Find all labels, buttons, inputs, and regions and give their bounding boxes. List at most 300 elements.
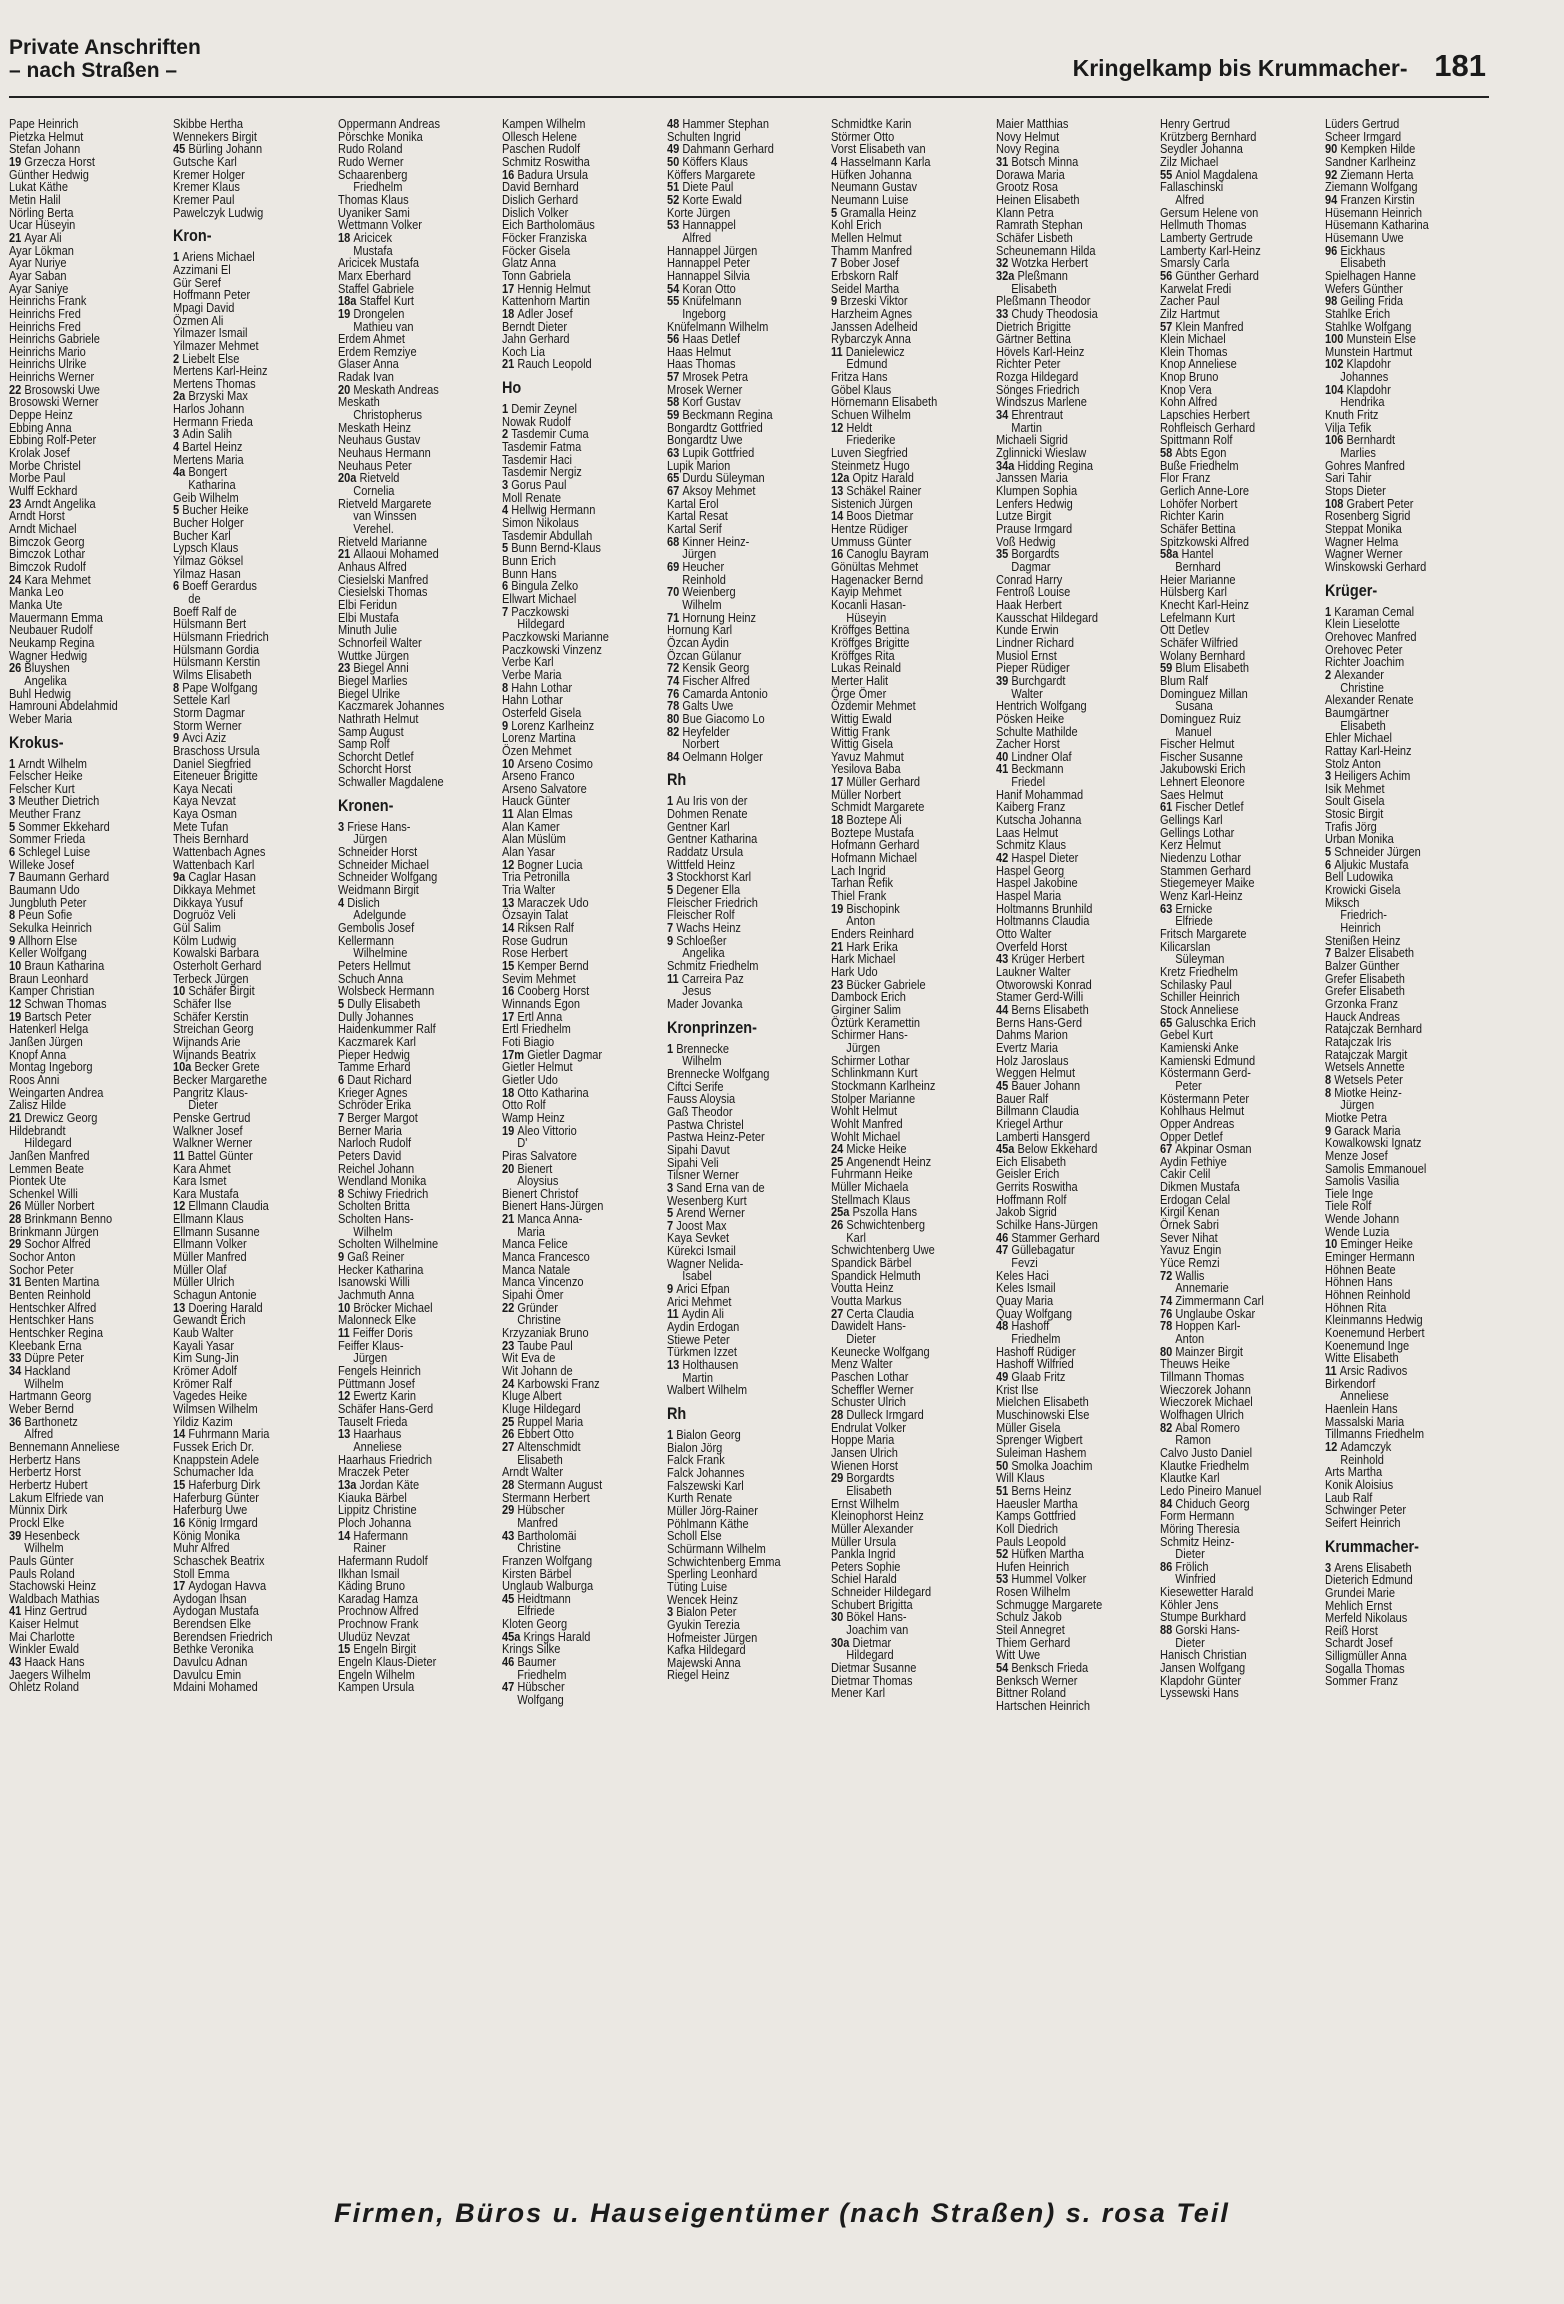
resident-entry: 45 Bauer Johann: [995, 1077, 1080, 1093]
resident-entry: Hörnemann Elisabeth: [831, 394, 938, 410]
resident-entry: 90 Kempken Hilde: [1324, 141, 1415, 157]
resident-entry: Fleischer Friedrich: [666, 894, 758, 910]
resident-entry: Kaya Sevket: [666, 1230, 729, 1246]
resident-entry: Kröffges Bettina: [831, 622, 910, 638]
resident-entry: Isabel: [682, 1268, 712, 1284]
resident-entry: Ratajczak Margit: [1324, 1046, 1407, 1062]
resident-entry: 10 Schäfer Birgit: [173, 983, 256, 999]
resident-entry: 18a Staffel Kurt: [337, 293, 414, 309]
resident-entry: Glatz Anna: [502, 255, 557, 271]
resident-entry: Form Hermann: [1160, 1508, 1235, 1524]
resident-entry: Eminger Hermann: [1324, 1249, 1415, 1265]
resident-entry: Kaya Nevzat: [173, 793, 237, 809]
resident-entry: 2 Tasdemir Cuma: [502, 426, 589, 442]
resident-entry: Vorst Elisabeth van: [831, 141, 926, 157]
resident-entry: Ayar Lökman: [9, 242, 74, 258]
resident-entry: 47 Hübscher: [502, 1679, 565, 1695]
resident-entry: Stellmach Klaus: [831, 1191, 911, 1207]
resident-entry: Wilhelm: [24, 1375, 64, 1391]
resident-entry: Berendsen Elke: [173, 1616, 252, 1632]
resident-entry: Knop Bruno: [1160, 369, 1219, 385]
resident-entry: Gür Seref: [173, 274, 222, 290]
resident-entry: Friederike: [846, 432, 896, 448]
resident-entry: 45 Heidtmann: [502, 1590, 572, 1606]
resident-entry: Soult Gisela: [1324, 793, 1385, 809]
resident-entry: Sevim Mehmet: [502, 970, 577, 986]
resident-entry: Dahms Marion: [995, 1027, 1068, 1043]
resident-entry: Novy Helmut: [995, 128, 1059, 144]
house-number: 9: [666, 932, 676, 948]
resident-entry: Sochor Peter: [9, 1261, 74, 1277]
house-number: 23: [831, 976, 847, 992]
resident-entry: Suleiman Hashem: [995, 1444, 1086, 1460]
resident-entry: Aydogan Ihsan: [173, 1590, 247, 1606]
resident-entry: Schiel Harald: [831, 1571, 897, 1587]
house-number: 3: [1324, 1559, 1334, 1575]
house-number: 1: [502, 401, 512, 417]
house-number: 49: [666, 141, 683, 157]
resident-entry: Heinrichs Frank: [9, 293, 87, 309]
resident-entry: 84 Oelmann Holger: [666, 748, 763, 764]
resident-entry: Pastwa Christel: [666, 1116, 744, 1132]
house-number: 51: [666, 179, 683, 195]
resident-entry: 3 Sand Erna van de: [666, 1179, 765, 1195]
resident-entry: 1 Karaman Cemal: [1324, 603, 1414, 619]
resident-entry: Klapdohr Günter: [1160, 1672, 1242, 1688]
resident-entry: 104 Klapdohr: [1324, 381, 1391, 397]
resident-entry: Haspel Georg: [995, 862, 1064, 878]
resident-entry: Staffel Gabriele: [337, 280, 414, 296]
resident-entry: Schubert Brigitta: [831, 1596, 913, 1612]
resident-entry: Ertl Friedhelm: [502, 1021, 572, 1037]
house-number: 15: [337, 1641, 354, 1657]
house-number: 18: [502, 1084, 518, 1100]
resident-entry: Weber Maria: [9, 710, 73, 726]
resident-entry: Lüders Gertrud: [1324, 118, 1399, 131]
resident-entry: Friedrich-: [1339, 907, 1387, 923]
resident-entry: 18 Otto Katharina: [502, 1084, 589, 1100]
resident-entry: Winkler Ewald: [9, 1641, 80, 1657]
resident-entry: Orehovec Manfred: [1324, 628, 1417, 644]
resident-entry: 18 Aricicek: [337, 229, 392, 245]
resident-entry: Anton: [846, 913, 876, 929]
house-number: 57: [666, 369, 683, 385]
house-number: 58a: [1160, 546, 1182, 562]
house-number: 25: [831, 1153, 847, 1169]
resident-entry: Hofmann Michael: [831, 850, 918, 866]
resident-entry: Christine: [1339, 679, 1384, 695]
resident-entry: Bucher Karl: [173, 527, 232, 543]
resident-entry: Pieper Rüdiger: [995, 660, 1070, 676]
resident-entry: 78 Hoppen Karl-: [1160, 1318, 1241, 1334]
house-number: 46: [995, 1229, 1011, 1245]
resident-entry: Otto Walter: [995, 926, 1052, 941]
resident-entry: Heier Marianne: [1160, 571, 1236, 587]
resident-entry: Tria Walter: [502, 882, 556, 898]
resident-entry: Sogalla Thomas: [1324, 1660, 1405, 1676]
resident-entry: Kohn Alfred: [1160, 394, 1218, 410]
resident-entry: Hüsemann Uwe: [1324, 229, 1404, 245]
resident-entry: Unglaub Walburga: [502, 1578, 594, 1594]
resident-entry: 65 Durdu Süleyman: [666, 470, 765, 486]
resident-entry: Voß Hedwig: [995, 533, 1056, 549]
resident-entry: 84 Chiduch Georg: [1160, 1495, 1250, 1511]
resident-entry: David Bernhard: [502, 179, 580, 195]
resident-entry: Michaeli Sigrid: [995, 432, 1068, 448]
street-range-title: [1073, 48, 1486, 84]
resident-entry: 80 Bue Giacomo Lo: [666, 710, 765, 726]
resident-entry: Wamp Heinz: [502, 1109, 566, 1125]
resident-entry: Klautke Karl: [1160, 1470, 1220, 1486]
house-number: 26: [502, 1426, 518, 1442]
house-number: 11: [337, 1325, 353, 1341]
resident-entry: Kurth Renate: [666, 1490, 732, 1506]
resident-entry: Weggen Helmut: [995, 1065, 1075, 1081]
house-number: 21: [9, 1109, 25, 1125]
resident-entry: Lindner Richard: [995, 634, 1074, 650]
resident-entry: 17 Ertl Anna: [502, 1008, 563, 1024]
resident-entry: Samolis Vasilia: [1324, 1173, 1399, 1189]
house-number: 32: [995, 255, 1011, 271]
resident-entry: Maria: [517, 1223, 546, 1239]
resident-entry: 8 Pape Wolfgang: [173, 679, 259, 695]
resident-entry: Walkner Josef: [173, 1122, 244, 1138]
resident-entry: 12 Bogner Lucia: [502, 856, 583, 872]
house-number: 2: [1324, 666, 1334, 682]
resident-entry: Lypsch Klaus: [173, 540, 239, 556]
resident-entry: Müller Gisela: [995, 1419, 1061, 1435]
resident-entry: Kowalkowski Ignatz: [1324, 1135, 1421, 1151]
resident-entry: Alan Kamer: [502, 818, 561, 834]
house-number: 18: [337, 229, 354, 245]
resident-entry: Müller Jörg-Rainer: [666, 1502, 758, 1518]
resident-entry: 25 Ruppel Maria: [502, 1413, 584, 1429]
resident-entry: Schulten Ingrid: [666, 128, 741, 144]
resident-entry: 9 Avci Aziz: [173, 730, 227, 746]
resident-entry: Pietzka Helmut: [9, 128, 84, 144]
house-number: 108: [1324, 495, 1347, 511]
house-number: 23: [9, 495, 25, 511]
directory-column-7: [996, 118, 1136, 2178]
resident-entry: Mpagi David: [173, 299, 235, 315]
house-number: 8: [1324, 1071, 1334, 1087]
house-number: 5: [173, 502, 183, 518]
resident-entry: Schumacher Ida: [173, 1464, 254, 1480]
house-number: 25: [502, 1413, 518, 1429]
resident-entry: 16 Badura Ursula: [502, 166, 589, 182]
resident-entry: Knuth Fritz: [1324, 407, 1378, 423]
house-number: 12: [831, 419, 847, 435]
resident-entry: Hashoff Rüdiger: [995, 1343, 1076, 1359]
resident-entry: 94 Franzen Kirstin: [1324, 191, 1415, 207]
resident-entry: Billmann Claudia: [995, 1103, 1079, 1119]
house-number: 19: [337, 305, 354, 321]
resident-entry: Knopf Anna: [9, 1046, 67, 1062]
resident-entry: Schröder Erika: [337, 1097, 411, 1113]
resident-entry: Eich Elisabeth: [995, 1153, 1066, 1169]
resident-entry: 35 Borgardts: [995, 546, 1059, 562]
resident-entry: 9a Caglar Hasan: [173, 869, 257, 885]
resident-entry: Hannappel Silvia: [666, 267, 750, 283]
resident-entry: Christine: [517, 1312, 562, 1328]
resident-entry: Koll Diedrich: [995, 1520, 1058, 1536]
resident-entry: Piras Salvatore: [502, 1147, 578, 1163]
resident-entry: 26 Müller Norbert: [9, 1198, 95, 1214]
resident-entry: 28 Dulleck Irmgard: [831, 1406, 924, 1422]
house-number: 3: [666, 1179, 676, 1195]
house-number: 70: [666, 584, 683, 600]
resident-entry: Gellings Lothar: [1160, 824, 1235, 840]
resident-entry: Lyssewski Hans: [1160, 1685, 1239, 1701]
resident-entry: Dieter: [188, 1097, 219, 1113]
resident-entry: Jungbluth Peter: [9, 894, 87, 910]
resident-entry: Keller Wolfgang: [9, 945, 87, 961]
resident-entry: Sandner Karlheinz: [1324, 153, 1416, 169]
house-number: 65: [666, 470, 683, 486]
resident-entry: Kartal Resat: [666, 508, 728, 524]
house-number: 11: [502, 806, 518, 822]
resident-entry: 4 Hasselmann Karla: [831, 153, 931, 169]
resident-entry: Ciftci Serife: [666, 1078, 724, 1094]
resident-entry: 46 Stammer Gerhard: [995, 1229, 1100, 1245]
resident-entry: Seidel Martha: [831, 280, 900, 296]
resident-entry: Pauls Leopold: [995, 1533, 1066, 1549]
resident-entry: 4 Bartel Heinz: [173, 439, 243, 455]
resident-entry: Bernhard: [1175, 558, 1221, 574]
resident-entry: Schneider Horst: [337, 844, 418, 860]
resident-entry: 67 Akpinar Osman: [1160, 1141, 1252, 1157]
resident-entry: Lutze Birgit: [995, 508, 1051, 524]
resident-entry: 11 Arsic Radivos: [1324, 1363, 1407, 1378]
resident-entry: Elisabeth: [1339, 255, 1386, 271]
resident-entry: Jansen Wolfgang: [1160, 1660, 1246, 1676]
house-number: 1: [1324, 603, 1334, 619]
house-number: 7: [831, 255, 841, 271]
street-heading: Krokus-: [9, 732, 64, 752]
resident-entry: Gentner Katharina: [666, 831, 758, 847]
resident-entry: Wenz Karl-Heinz: [1160, 888, 1243, 904]
house-number: 28: [9, 1211, 25, 1227]
resident-entry: Prause Irmgard: [995, 521, 1072, 536]
house-number: 30: [831, 1609, 847, 1625]
resident-entry: 22 Gründer: [502, 1299, 559, 1315]
resident-entry: Tamme Erhard: [337, 1059, 411, 1075]
resident-entry: Arts Martha: [1324, 1464, 1382, 1480]
resident-entry: Haspel Maria: [995, 888, 1061, 904]
resident-entry: Merfeld Nikolaus: [1324, 1610, 1407, 1626]
resident-entry: Ingeborg: [682, 305, 726, 321]
house-number: 18: [831, 812, 847, 828]
resident-entry: Jahn Gerhard: [502, 331, 570, 347]
resident-entry: Pangritz Klaus-: [173, 1084, 249, 1100]
resident-entry: Jansen Ulrich: [831, 1444, 899, 1460]
house-number: 2: [173, 350, 183, 366]
house-number: 24: [9, 571, 25, 587]
house-number: 5: [831, 204, 841, 220]
resident-entry: Wilmsen Wilhelm: [173, 1400, 259, 1416]
resident-entry: Scholten Britta: [337, 1198, 410, 1214]
resident-entry: Opper Andreas: [1160, 1115, 1235, 1131]
resident-entry: Mener Karl: [831, 1685, 886, 1701]
resident-entry: Kilicarslan: [1160, 938, 1211, 954]
resident-entry: Richter Joachim: [1324, 654, 1404, 670]
resident-entry: 20 Bienert: [502, 1160, 553, 1176]
resident-entry: Dislich Gerhard: [502, 191, 579, 207]
resident-entry: Özsayin Talat: [502, 907, 569, 923]
resident-entry: 5 Arend Werner: [666, 1205, 745, 1221]
resident-entry: Wohlt Helmut: [831, 1103, 898, 1119]
resident-entry: Katharina: [188, 477, 237, 493]
resident-entry: Hövels Karl-Heinz: [995, 343, 1085, 359]
resident-entry: Voutta Markus: [831, 1293, 902, 1309]
resident-entry: Isanowski Willi: [337, 1274, 410, 1290]
resident-entry: 86 Frölich: [1160, 1558, 1209, 1574]
resident-entry: Balzer Günther: [1324, 958, 1399, 973]
resident-entry: 5 Sommer Ekkehard: [9, 818, 110, 834]
resident-entry: Narloch Rudolf: [337, 1135, 411, 1151]
resident-entry: Peters Sophie: [831, 1558, 901, 1574]
resident-entry: Hentrich Wolfgang: [995, 698, 1087, 714]
resident-entry: 14 Hafermann: [337, 1527, 408, 1543]
resident-entry: Rietveld Margarete: [337, 495, 432, 511]
resident-entry: Sipahi Davut: [666, 1141, 730, 1157]
resident-entry: Hermann Frieda: [173, 413, 254, 429]
house-number: 86: [1160, 1558, 1176, 1574]
resident-entry: Höhnen Beate: [1324, 1261, 1396, 1277]
resident-entry: Wilhelm: [682, 596, 722, 612]
resident-entry: 82 Heyfelder: [666, 723, 730, 739]
footer-note: Firmen, Büros u. Hauseigentümer (nach Straßen) s. rosa Teil: [334, 2198, 1230, 2228]
resident-entry: Scheffler Werner: [831, 1381, 914, 1397]
house-number: 100: [1324, 331, 1347, 347]
resident-entry: Müller Alexander: [831, 1520, 914, 1536]
street-heading: Rh: [666, 770, 687, 790]
resident-entry: Wolsbeck Hermann: [337, 983, 435, 999]
house-number: 13a: [337, 1476, 360, 1492]
resident-entry: Neuhaus Peter: [337, 457, 412, 473]
resident-entry: Janßen Manfred: [9, 1147, 90, 1163]
resident-entry: 57 Klein Manfred: [1160, 318, 1244, 334]
resident-entry: 9 Allhorn Else: [9, 932, 78, 948]
resident-entry: Kellermann: [337, 932, 394, 948]
resident-entry: 5 Bunn Bernd-Klaus: [502, 540, 602, 556]
resident-entry: Ratajczak Iris: [1324, 1033, 1391, 1049]
resident-entry: 24 Kara Mehmet: [9, 571, 91, 587]
resident-entry: 6 Aljukic Mustafa: [1324, 856, 1409, 872]
resident-entry: Geib Wilhelm: [173, 489, 240, 505]
resident-entry: Mehlich Ernst: [1324, 1597, 1392, 1613]
resident-entry: Käding Bruno: [337, 1578, 405, 1594]
resident-entry: Knop Anneliese: [1160, 356, 1237, 372]
resident-entry: Arndt Michael: [9, 521, 77, 536]
resident-entry: Elbi Feridun: [337, 596, 397, 612]
resident-entry: Ayar Saniye: [9, 280, 69, 296]
resident-entry: Fritza Hans: [831, 369, 888, 385]
resident-entry: 56 Haas Detlef: [666, 331, 740, 347]
resident-entry: Lamberty Gertrude: [1160, 229, 1253, 245]
resident-entry: 21 Drewicz Georg: [9, 1109, 98, 1125]
resident-entry: Jakob Sigrid: [995, 1204, 1057, 1220]
resident-entry: Lemmen Beate: [9, 1160, 84, 1176]
resident-entry: Mathieu van: [353, 318, 414, 334]
resident-entry: 10a Becker Grete: [173, 1059, 261, 1075]
house-number: 13: [337, 1426, 354, 1442]
resident-entry: 1 Demir Zeynel: [502, 401, 578, 417]
house-number: 71: [666, 609, 683, 625]
resident-entry: Müller Michaela: [831, 1179, 909, 1195]
resident-entry: Schäfer Lisbeth: [995, 229, 1073, 245]
resident-entry: Alfred: [24, 1426, 54, 1442]
house-number: 18: [502, 305, 518, 321]
resident-entry: 7 Joost Max: [666, 1217, 727, 1233]
resident-entry: Willeke Josef: [9, 856, 75, 872]
resident-entry: Sistenich Jürgen: [831, 495, 913, 511]
resident-entry: Wefers Günther: [1324, 280, 1403, 296]
resident-entry: Fauss Aloysia: [666, 1091, 735, 1107]
house-number: 39: [9, 1527, 25, 1543]
resident-entry: Gärtner Bettina: [995, 331, 1071, 347]
resident-entry: 29 Hübscher: [502, 1502, 565, 1518]
resident-entry: 7 Bober Josef: [831, 255, 900, 271]
resident-entry: Muschinowski Else: [995, 1406, 1089, 1422]
resident-entry: 12 Schwan Thomas: [9, 995, 107, 1011]
resident-entry: Miksch: [1324, 894, 1359, 910]
resident-entry: Rattay Karl-Heinz: [1324, 742, 1412, 758]
resident-entry: Schwaller Magdalene: [337, 774, 444, 790]
resident-entry: 3 Gorus Paul: [502, 477, 567, 493]
resident-entry: Wende Luzia: [1324, 1223, 1389, 1239]
resident-entry: Christopherus: [353, 407, 422, 423]
resident-entry: Hannappel Peter: [666, 255, 750, 271]
resident-entry: Wijnands Beatrix: [173, 1046, 257, 1062]
house-number: 63: [1160, 900, 1176, 916]
resident-entry: 17 Aydogan Havva: [173, 1578, 267, 1594]
resident-entry: Yilmazer Mehmet: [173, 337, 259, 353]
resident-entry: 1 Au Iris von der: [666, 793, 748, 809]
house-number: 67: [666, 483, 683, 499]
house-number: 80: [1160, 1343, 1176, 1359]
resident-entry: Tria Petronilla: [502, 869, 571, 885]
house-number: 15: [502, 958, 518, 973]
resident-entry: Karadag Hamza: [337, 1590, 418, 1606]
resident-entry: Hecker Katharina: [337, 1261, 424, 1277]
resident-entry: 31 Benten Martina: [9, 1274, 100, 1290]
directory-column-8: [1160, 118, 1300, 2178]
resident-entry: Wendland Monika: [337, 1173, 427, 1189]
house-number: 21: [502, 356, 518, 372]
resident-entry: van Winssen: [353, 508, 417, 524]
resident-entry: 8 Wetsels Peter: [1324, 1071, 1403, 1087]
resident-entry: Will Klaus: [995, 1470, 1045, 1486]
resident-entry: Ciesielski Thomas: [337, 584, 428, 600]
house-number: 26: [9, 1198, 25, 1214]
house-number: 21: [831, 938, 847, 954]
house-number: 12: [9, 995, 25, 1011]
resident-entry: Köstermann Peter: [1160, 1090, 1250, 1106]
resident-entry: Bienert Hans-Jürgen: [502, 1198, 604, 1214]
resident-entry: Koenemund Herbert: [1324, 1325, 1425, 1341]
resident-entry: Pösken Heike: [995, 710, 1064, 726]
resident-entry: Malonneck Elke: [337, 1312, 416, 1328]
resident-entry: Quay Wolfgang: [995, 1305, 1072, 1321]
resident-entry: Wilhelmine: [353, 945, 408, 961]
resident-entry: Hülsmann Gordia: [173, 641, 260, 657]
resident-entry: Otworowski Konrad: [995, 976, 1092, 992]
resident-entry: Wijnands Arie: [173, 1033, 241, 1049]
resident-entry: Kürekci Ismail: [666, 1243, 736, 1259]
resident-entry: Nörling Berta: [9, 204, 74, 220]
resident-entry: Kunde Erwin: [995, 622, 1059, 638]
